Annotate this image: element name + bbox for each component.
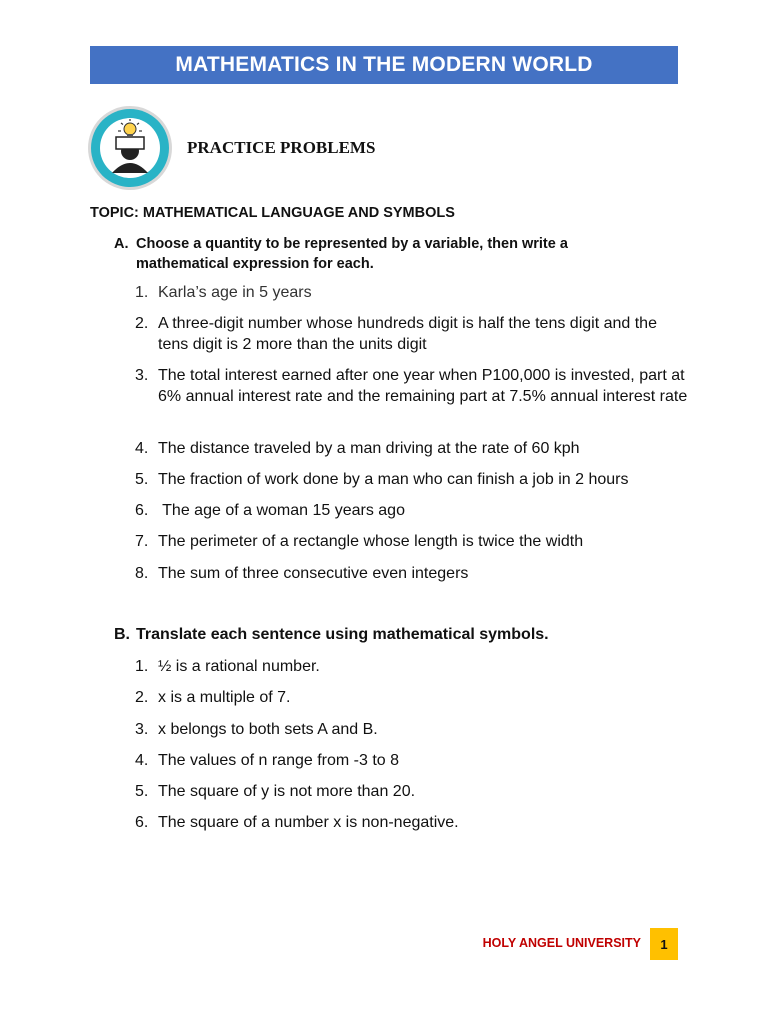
section-b-heading (114, 625, 636, 645)
list-item (135, 500, 695, 521)
item-text: The total interest earned after one year when P100,000 is invested, part at 6% annual interest rate and the remaining part at 7.5% annual interest rate (158, 367, 688, 405)
item-number: 3. (135, 721, 149, 738)
list-item (135, 531, 695, 552)
section-a-letter: A. (114, 236, 129, 252)
item-number: 6. (135, 814, 149, 831)
item-text: The age of a woman 15 years ago (158, 502, 405, 519)
item-text: The sum of three consecutive even integers (158, 565, 469, 582)
list-item (135, 719, 695, 740)
list-item (135, 656, 695, 677)
item-number: 2. (135, 315, 149, 332)
item-number: 2. (135, 689, 149, 706)
item-number: 1. (135, 284, 149, 301)
section-b-letter: B. (114, 626, 130, 643)
topic-heading: TOPIC: MATHEMATICAL LANGUAGE AND SYMBOLS (90, 205, 455, 221)
item-text: x belongs to both sets A and B. (158, 721, 378, 738)
list-item (135, 469, 695, 490)
item-number: 7. (135, 533, 149, 550)
list-item (135, 812, 695, 833)
item-number: 8. (135, 565, 149, 582)
item-number: 5. (135, 471, 149, 488)
section-a-instruction: Choose a quantity to be represented by a variable, then write a mathematical expression for each. (136, 236, 568, 272)
page-number-badge (650, 928, 678, 960)
list-item (135, 438, 695, 459)
item-text: Karla’s age in 5 years (158, 284, 312, 301)
footer-university-name: HOLY ANGEL UNIVERSITY (482, 936, 641, 950)
item-text: A three-digit number whose hundreds digit is half the tens digit and the tens digit is 2 more than the units digit (158, 315, 657, 353)
item-text: The square of y is not more than 20. (158, 783, 416, 800)
item-text: The distance traveled by a man driving at the rate of 60 kph (158, 440, 580, 457)
list-item (135, 313, 695, 355)
item-number: 6. (135, 502, 149, 519)
list-item (135, 563, 695, 584)
item-number: 4. (135, 752, 149, 769)
item-text: ½ is a rational number. (158, 658, 320, 675)
list-item (135, 365, 695, 407)
page-title: MATHEMATICS IN THE MODERN WORLD (175, 53, 593, 76)
item-text: The perimeter of a rectangle whose length is twice the width (158, 533, 584, 550)
practice-problems-heading: PRACTICE PROBLEMS (187, 138, 376, 157)
page-header-banner (90, 46, 678, 84)
item-text: The fraction of work done by a man who can finish a job in 2 hours (158, 471, 629, 488)
page-number: 1 (660, 936, 668, 952)
list-item (135, 781, 695, 802)
item-number: 3. (135, 367, 149, 384)
item-text: The values of n range from -3 to 8 (158, 752, 400, 769)
student-lightbulb-icon (87, 105, 173, 191)
item-number: 1. (135, 658, 149, 675)
item-number: 4. (135, 440, 149, 457)
item-number: 5. (135, 783, 149, 800)
list-item (135, 687, 695, 708)
item-text: The square of a number x is non-negative. (158, 814, 459, 831)
list-item (135, 282, 695, 303)
section-a-heading (114, 234, 636, 274)
section-b-instruction: Translate each sentence using mathematical symbols. (136, 626, 549, 643)
item-text: x is a multiple of 7. (158, 689, 291, 706)
list-item (135, 750, 695, 771)
